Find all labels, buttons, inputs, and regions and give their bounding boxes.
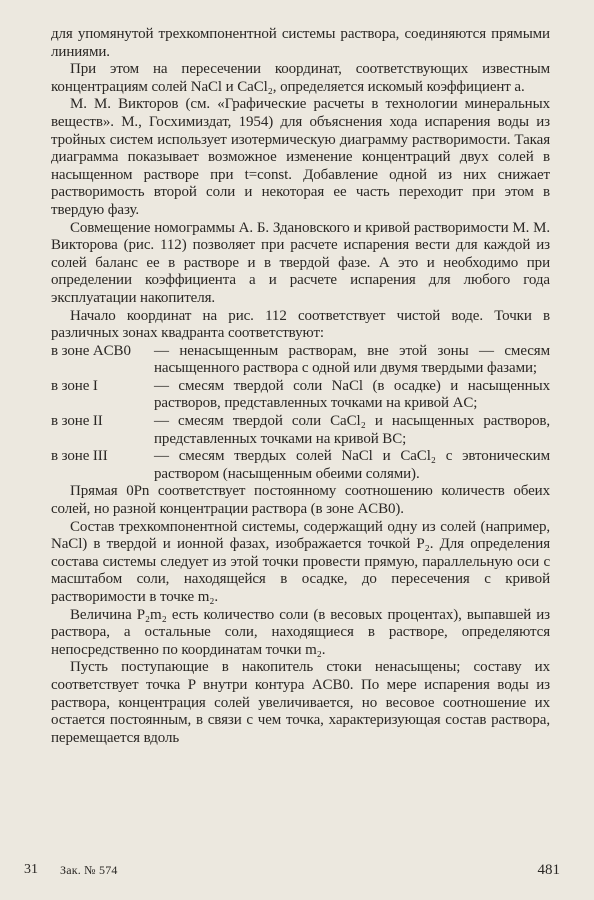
zone-description: — смесям твердой соли CaCl₂ и насыщенных растворов, представленных точками на кривой BC; [154, 413, 550, 447]
zone-label: в зоне I [51, 377, 98, 394]
paragraph: Пусть поступающие в накопитель стоки ненасыщены; составу их соответствует точка P внутри контура ACB0. По мере испарения воды из раствора, концентрация солей увеличивается, но весовое соотношение их остается постоянным, в связи с чем точка, характеризующая состав раствора, перемещается вдоль [51, 659, 550, 746]
zone-item [51, 343, 550, 378]
page-number: 481 [537, 862, 560, 878]
zone-description: — смесям твердой соли NaCl (в осадке) и насыщенных растворов, представленных точками на кривой AC; [154, 377, 550, 412]
zone-label: в зоне II [51, 413, 103, 430]
zone-description: — смесям твердых солей NaCl и CaCl₂ с эвтоническим раствором (насыщенным обеими солями). [154, 448, 550, 482]
zone-item [51, 413, 550, 448]
zone-label: в зоне ACB0 [51, 342, 131, 359]
paragraph: Совмещение номограммы А. Б. Здановского и кривой растворимости М. М. Викторова (рис. 112) позволяет при расчете испарения вести для каждой из солей баланс ее в растворе и в твердой фазе. А это и необходимо при определении коэффициента a и расчете испарения для любого года эксплуатации накопителя. [51, 219, 550, 306]
zone-item [51, 448, 550, 483]
paragraph: При этом на пересечении координат, соответствующих известным концентрациям солей NaCl и CaCl₂, определяется искомый коэффициент a. [51, 61, 550, 95]
zone-description: — ненасыщенным растворам, вне этой зоны — смесям насыщенного раствора с одной или двумя твердыми фазами; [154, 342, 550, 377]
paragraph: для упомянутой трехкомпонентной системы раствора, соединяются прямыми линиями. [51, 26, 550, 60]
signature-mark: 31 [24, 862, 38, 877]
paragraph: Прямая 0Pn соответствует постоянному соотношению количеств обеих солей, но разной концентрации раствора (в зоне ACB0). [51, 483, 550, 518]
zone-label: в зоне III [51, 448, 108, 465]
paragraph: М. М. Викторов (см. «Графические расчеты в технологии минеральных веществ». М., Госхимиздат, 1954) для объяснения хода испарения воды из тройных систем использует изотермическую диаграмму растворимости. Такая диаграмма показывает возможное изменение концентраций двух солей в насыщенном растворе при t=const. Добавление одной из них снижает растворимость второй соли и некоторая ее часть переходит при этом в твердую фазу. [51, 96, 550, 218]
zone-item [51, 378, 550, 413]
print-order: Зак. № 574 [60, 863, 118, 877]
paragraph: Состав трехкомпонентной системы, содержащий одну из солей (например, NaCl) в твердой и ионной фазах, изображается точкой P₂. Для определения состава системы следует из этой точки провести прямую, параллельную оси с масштабом соли, находящейся в осадке, до пересечения с кривой растворимости в точке m₂. [51, 518, 550, 605]
paragraph: Величина P₂m₂ есть количество соли (в весовых процентах), выпавшей из раствора, а остальные соли, находящиеся в растворе, определяются непосредственно по координатам точки m₂. [51, 606, 550, 658]
paragraph: Начало координат на рис. 112 соответствует чистой воде. Точки в различных зонах квадранта соответствуют: [51, 307, 550, 342]
body-text [51, 26, 550, 747]
